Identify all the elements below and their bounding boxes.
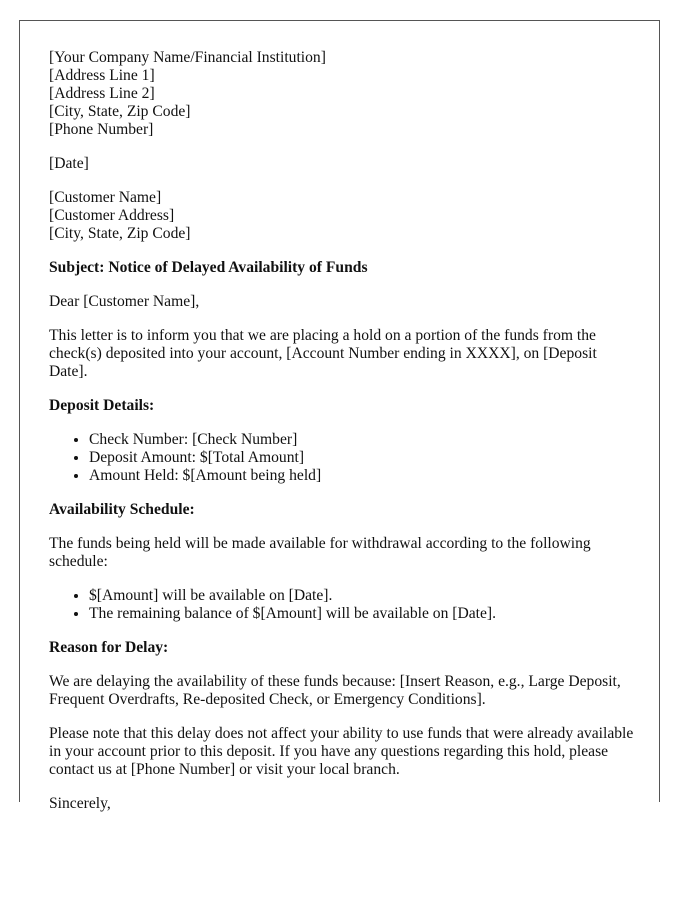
letter-date: [Date] xyxy=(49,155,89,172)
sender-address-line-2: [Address Line 2] xyxy=(49,85,155,102)
reason-paragraph: We are delaying the availability of these funds because: [Insert Reason, e.g., Large Deposit, Frequent Overdrafts, Re-deposited Check, or Emergency Conditions]. xyxy=(49,673,621,708)
recipient-address: [Customer Address] xyxy=(49,207,175,224)
availability-list xyxy=(49,587,634,623)
note-paragraph: Please note that this delay does not affect your ability to use funds that were already available in your account prior to this deposit. If you have any questions regarding this hold, please contact us at [Phone Number] or visit your local branch. xyxy=(49,725,634,778)
subject-line: Subject: Notice of Delayed Availability of Funds xyxy=(49,259,368,276)
sender-phone: [Phone Number] xyxy=(49,121,154,138)
list-item: • Deposit Amount: $[Total Amount] xyxy=(89,449,634,467)
list-item: • Amount Held: $[Amount being held] xyxy=(89,467,634,485)
reason-heading: Reason for Delay: xyxy=(49,639,169,656)
recipient-name: [Customer Name] xyxy=(49,189,162,206)
list-item: • Check Number: [Check Number] xyxy=(89,431,634,449)
letter-content xyxy=(49,49,634,829)
sender-city-state-zip: [City, State, Zip Code] xyxy=(49,103,191,120)
closing: Sincerely, xyxy=(49,795,111,812)
availability-paragraph: The funds being held will be made available for withdrawal according to the following schedule: xyxy=(49,535,591,570)
sender-block xyxy=(49,49,634,139)
recipient-block xyxy=(49,189,634,243)
list-item: • The remaining balance of $[Amount] will be available on [Date]. xyxy=(89,605,634,623)
letter-page xyxy=(19,20,660,812)
recipient-city-state-zip: [City, State, Zip Code] xyxy=(49,225,191,242)
list-item: • $[Amount] will be available on [Date]. xyxy=(89,587,634,605)
deposit-details-heading: Deposit Details: xyxy=(49,397,155,414)
availability-heading: Availability Schedule: xyxy=(49,501,195,518)
salutation: Dear [Customer Name], xyxy=(49,293,200,310)
intro-paragraph: This letter is to inform you that we are placing a hold on a portion of the funds from the check(s) deposited into your account, [Account Number ending in XXXX], on [Deposit Date]. xyxy=(49,327,597,380)
sender-company: [Your Company Name/Financial Institution] xyxy=(49,49,326,66)
deposit-details-list xyxy=(49,431,634,485)
sender-address-line-1: [Address Line 1] xyxy=(49,67,155,84)
